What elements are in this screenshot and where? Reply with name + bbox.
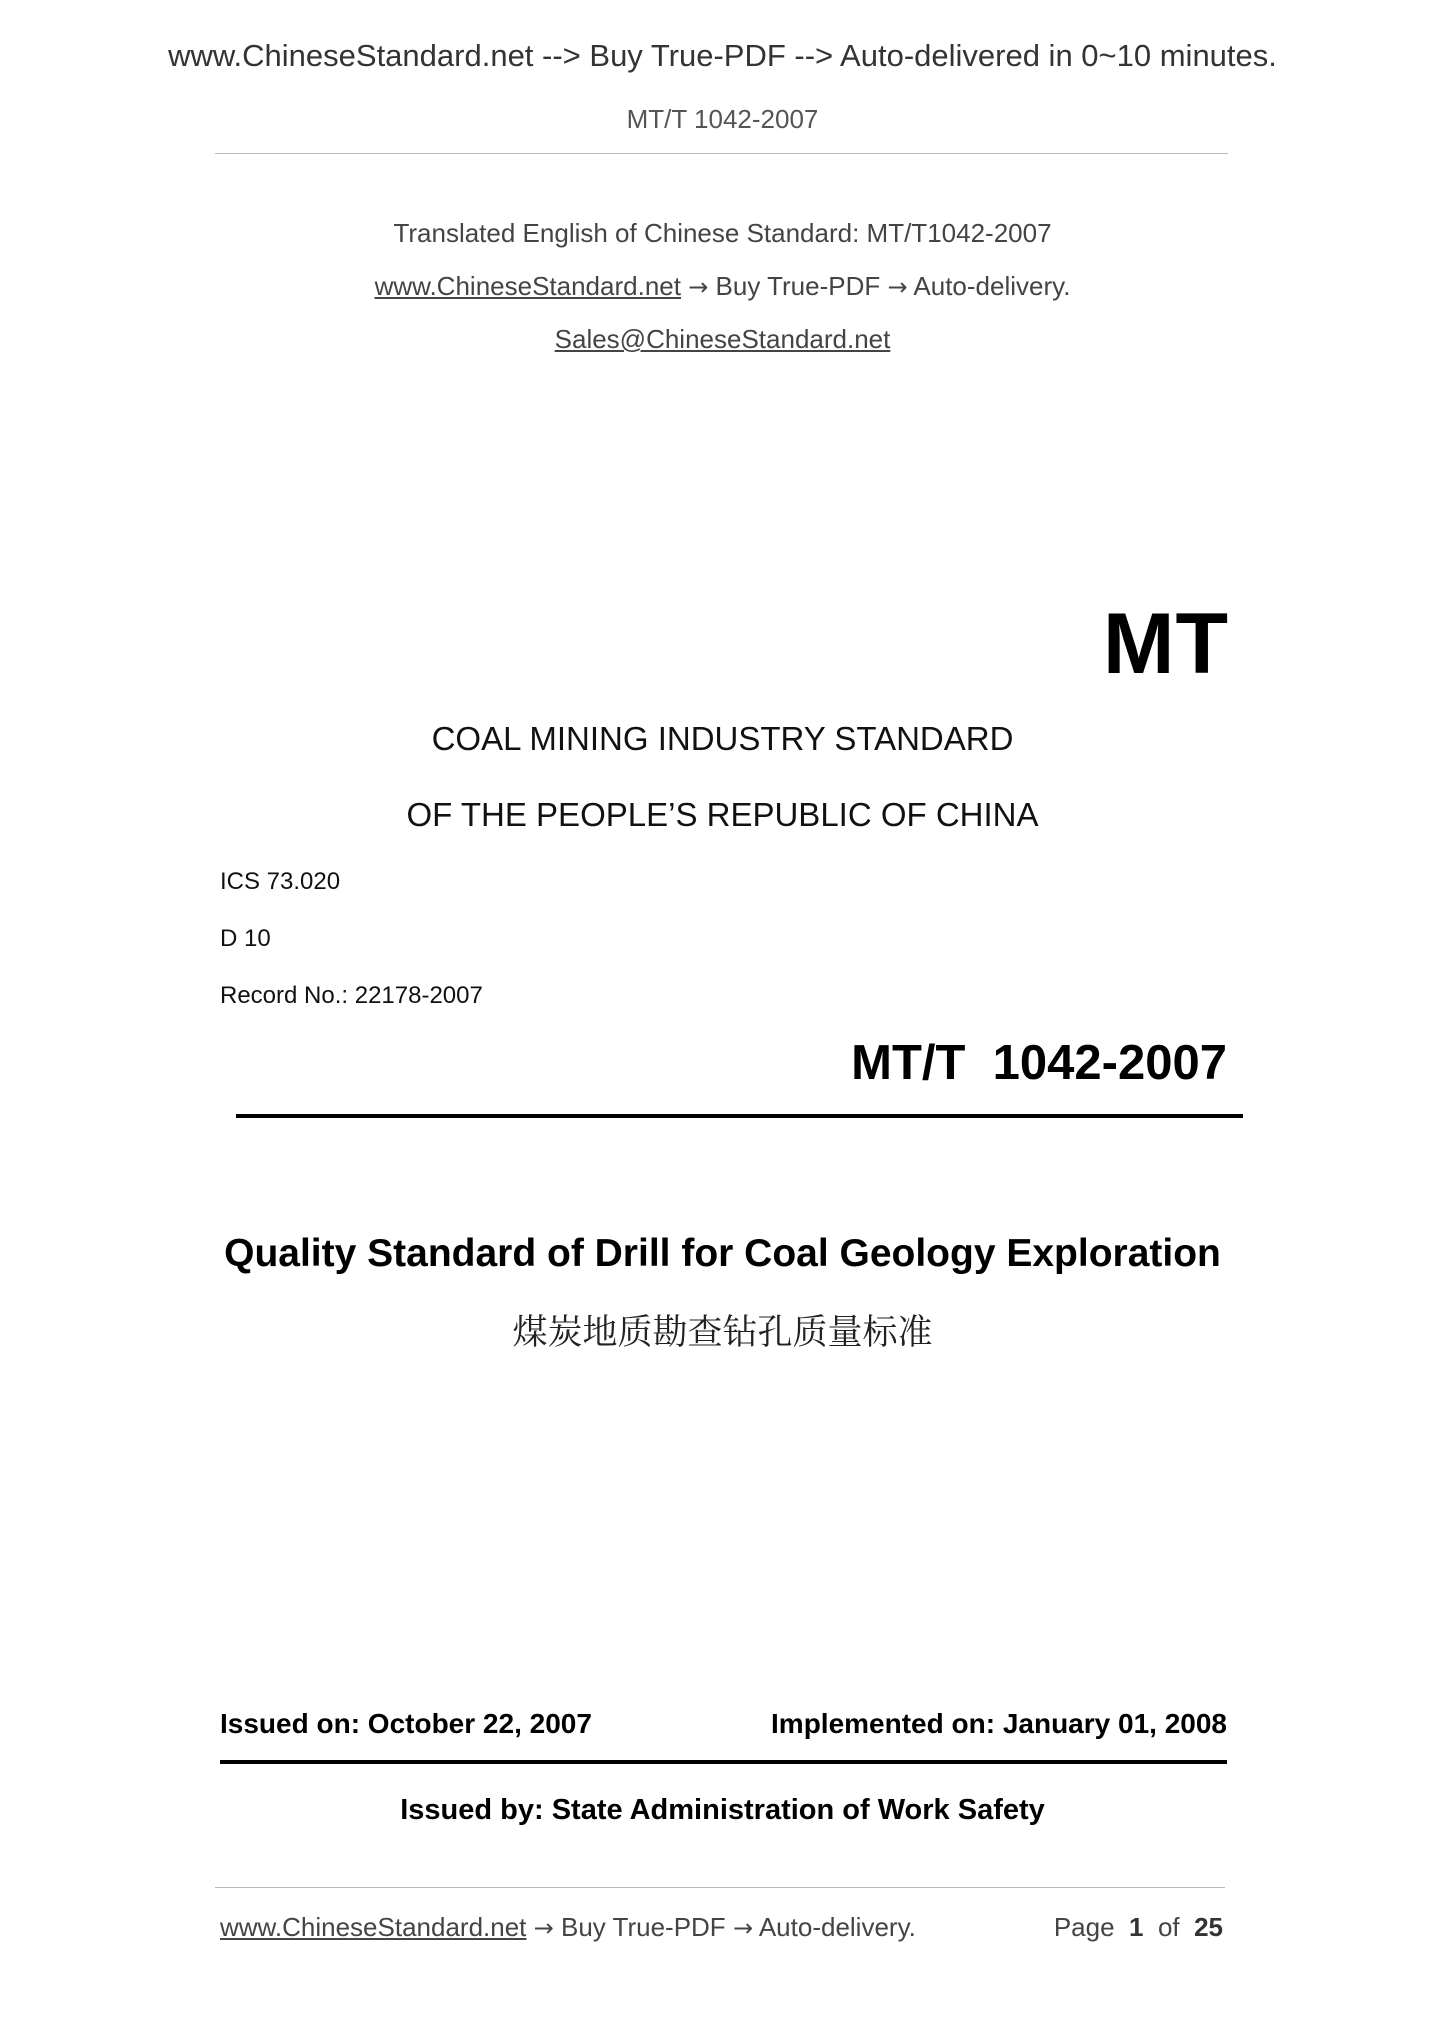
title-chinese: 煤炭地质勘查钻孔质量标准 xyxy=(512,1313,933,1353)
title-english: Quality Standard of Drill for Coal Geology Exploration xyxy=(224,1232,1221,1275)
auto-delivery-text: Auto-delivery. xyxy=(913,271,1071,301)
org-line-2: OF THE PEOPLE’S REPUBLIC OF CHINA xyxy=(406,796,1039,833)
top-banner: www.ChineseStandard.net --> Buy True-PDF --> Auto-delivered in 0~10 minutes. xyxy=(168,38,1277,73)
sales-email-link[interactable]: Sales@ChineseStandard.net xyxy=(554,324,891,354)
footer-promo xyxy=(220,1912,916,1943)
footer-buy-text: Buy True-PDF xyxy=(560,1912,726,1942)
of-label: of xyxy=(1157,1912,1180,1942)
page-total: 25 xyxy=(1194,1912,1223,1942)
footer-auto-text: Auto-delivery. xyxy=(758,1912,916,1942)
translated-line: Translated English of Chinese Standard: MT/T1042-2007 xyxy=(393,218,1052,248)
standard-code: MT/T 1042-2007 xyxy=(851,1036,1227,1090)
right-arrow-icon: → xyxy=(887,273,908,301)
org-line-1: COAL MINING INDUSTRY STANDARD xyxy=(431,720,1014,757)
right-arrow-icon: → xyxy=(732,1914,754,1942)
issued-on-date: Issued on: October 22, 2007 xyxy=(220,1708,592,1739)
implemented-on-date: Implemented on: January 01, 2008 xyxy=(771,1708,1227,1739)
header-standard-code: MT/T 1042-2007 xyxy=(626,104,819,134)
footer-divider xyxy=(215,1887,1225,1888)
dates-divider xyxy=(220,1760,1227,1764)
standard-code-underline xyxy=(236,1114,1243,1118)
page-current: 1 xyxy=(1129,1912,1144,1942)
sales-email-line xyxy=(0,324,1445,355)
issued-by: Issued by: State Administration of Work Safety xyxy=(400,1794,1045,1826)
buy-true-pdf-text: Buy True-PDF xyxy=(715,271,881,301)
ccs-code: D 10 xyxy=(220,925,271,952)
right-arrow-icon: → xyxy=(688,273,709,301)
record-number: Record No.: 22178-2007 xyxy=(220,982,483,1009)
promo-line xyxy=(0,271,1445,302)
ics-code: ICS 73.020 xyxy=(220,868,341,895)
page-label: Page xyxy=(1053,1912,1115,1942)
right-arrow-icon: → xyxy=(533,1914,554,1942)
mt-logo-mark: MT xyxy=(1102,596,1229,692)
page-indicator xyxy=(1054,1912,1223,1943)
site-link[interactable]: www.ChineseStandard.net xyxy=(374,271,681,301)
footer-site-link[interactable]: www.ChineseStandard.net xyxy=(220,1912,527,1942)
header-divider xyxy=(215,153,1228,154)
